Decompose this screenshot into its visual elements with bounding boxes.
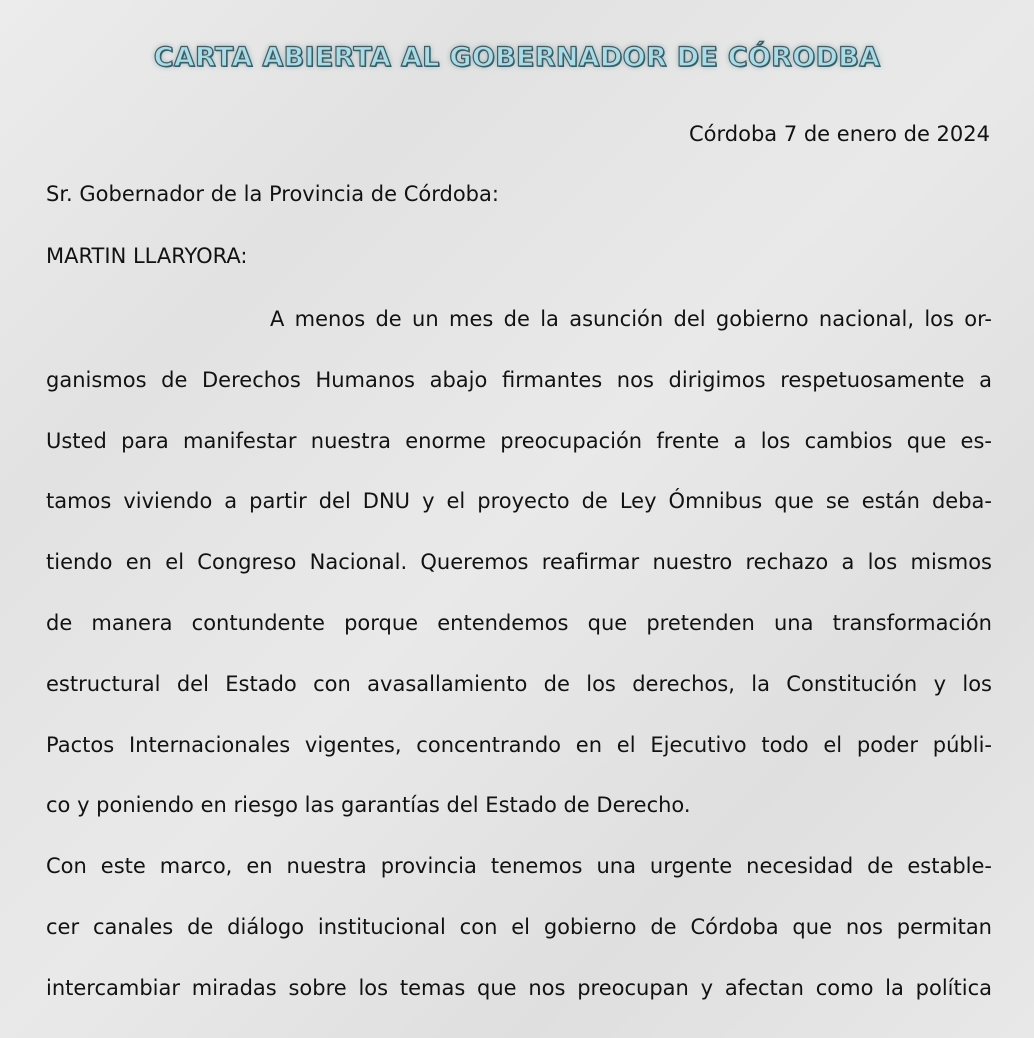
body-line: tamos viviendo a partir del DNU y el proyecto de Ley Ómnibus que se están deba- xyxy=(46,489,992,514)
salutation-name: MARTIN LLARYORA: xyxy=(46,244,248,268)
body-line: intercambiar miradas sobre los temas que nos preocupan y afectan como la política xyxy=(46,975,992,1000)
body-line: Usted para manifestar nuestra enorme preocupación frente a los cambios que es- xyxy=(46,428,992,453)
body-line: A menos de un mes de la asunción del gobierno nacional, los or- xyxy=(270,307,992,331)
body-line: Pactos Internacionales vigentes, concentrando en el Ejecutivo todo el poder públi- xyxy=(46,732,992,757)
body-line: estructural del Estado con avasallamiento de los derechos, la Constitución y los xyxy=(46,671,992,696)
body-line: ganismos de Derechos Humanos abajo firmantes nos dirigimos respetuosamente a xyxy=(46,367,992,392)
body-line: de manera contundente porque entendemos que pretenden una transformación xyxy=(46,610,992,635)
body-line: co y poniendo en riesgo las garantías del Estado de Derecho. xyxy=(46,793,691,818)
body-line: tiendo en el Congreso Nacional. Queremos reafirmar nuestro rechazo a los mismos xyxy=(46,550,992,575)
letter-title: CARTA ABIERTA AL GOBERNADOR DE CÓRODBA xyxy=(153,42,881,73)
letter-date: Córdoba 7 de enero de 2024 xyxy=(688,122,990,146)
salutation-addressee: Sr. Gobernador de la Provincia de Córdoba: xyxy=(46,182,499,206)
body-line: Con este marco, en nuestra provincia tenemos una urgente necesidad de estable- xyxy=(46,854,992,879)
body-line: cer canales de diálogo institucional con el gobierno de Córdoba que nos permitan xyxy=(46,914,992,939)
letter-body xyxy=(46,300,992,1030)
